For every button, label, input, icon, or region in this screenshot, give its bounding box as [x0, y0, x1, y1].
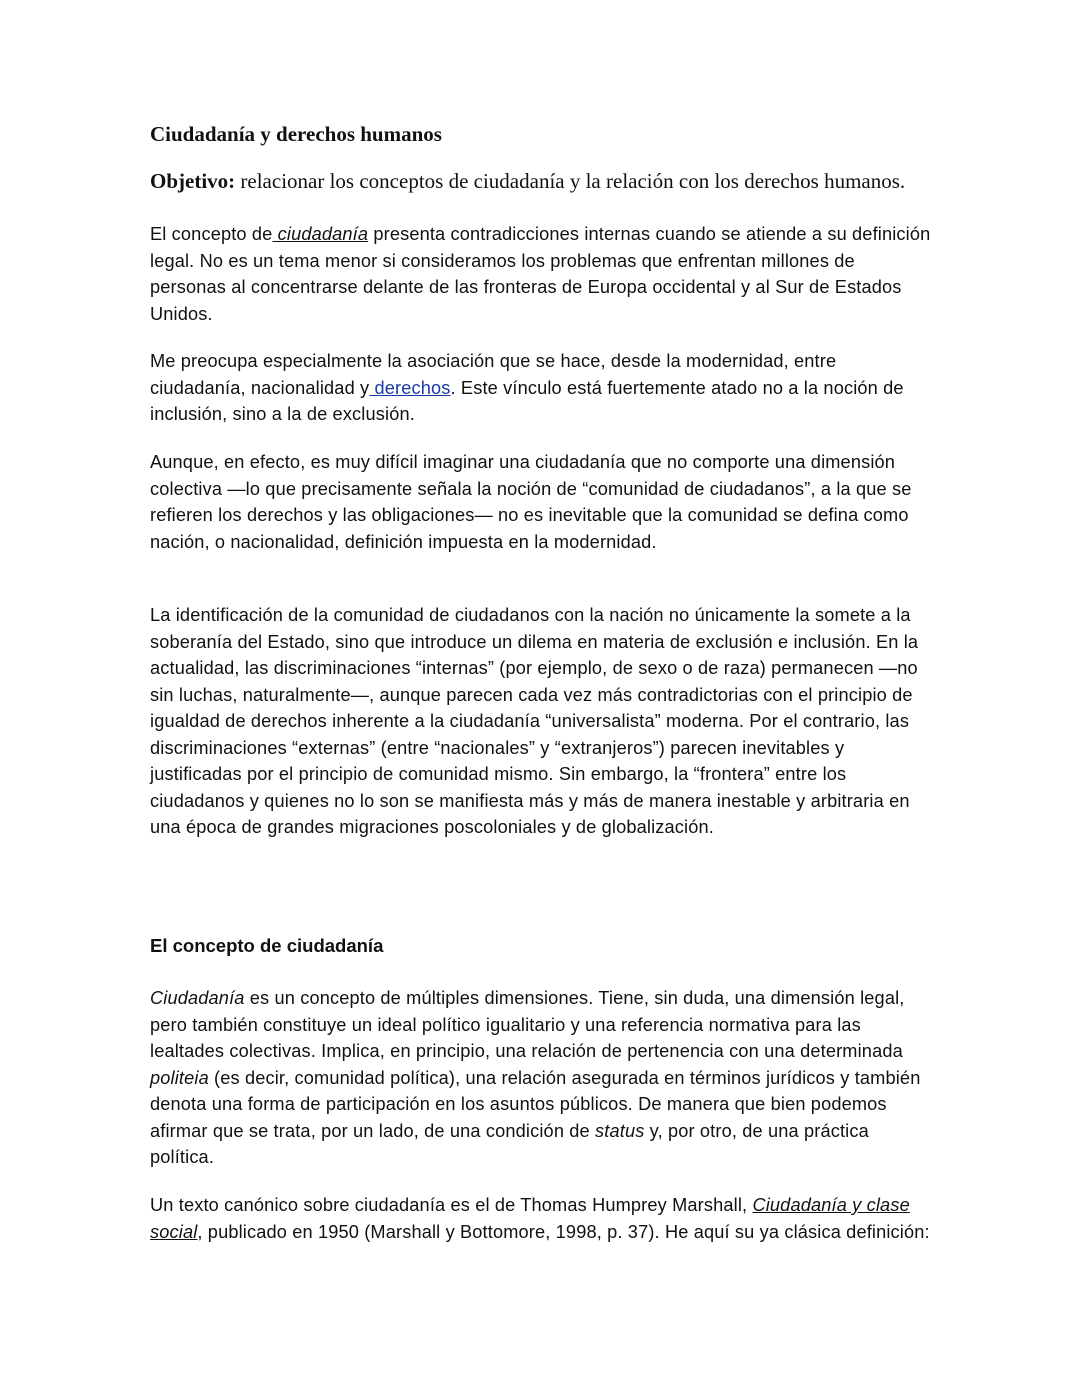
p5-part-2: (es decir, comunidad política), una relación asegurada en términos jurídicos y también denota una forma de participación en los asuntos públicos. De manera que bien podemos afirmar que se trata, por un lado, de una condición de: [150, 1067, 921, 1141]
paragraph-1: [150, 221, 935, 327]
p2-text-after: . Este vínculo está fuertemente atado no a la noción de inclusión, sino a la de exclusión.: [150, 377, 904, 424]
paragraph-5: [150, 985, 935, 1171]
p5-italic-ciudadania: Ciudadanía: [150, 988, 245, 1008]
ciudadania-link[interactable]: ciudadanía: [272, 224, 369, 244]
objective-line: [150, 169, 905, 194]
p6-text-before: Un texto canónico sobre ciudadanía es el de Thomas Humprey Marshall,: [150, 1195, 753, 1215]
paragraph-3: Aunque, en efecto, es muy difícil imaginar una ciudadanía que no comporte una dimensión colectiva —lo que precisamente señala la noción de “comunidad de ciudadanos”, a la que se refieren los derechos y las obligaciones— no es inevitable que la comunidad se defina como nación, o nacionalidad, definición impuesta en la modernidad.: [150, 452, 912, 552]
p5-part-1: es un concepto de múltiples dimensiones. Tiene, sin duda, una dimensión legal, pero también constituye un ideal político igualitario y una referencia normativa para las lealtades colectivas. Implica, en principio, una relación de pertenencia con una determinada: [150, 988, 905, 1061]
paragraph-2: [150, 348, 935, 428]
document-title: Ciudadanía y derechos humanos: [150, 122, 442, 146]
objective-label: Objetivo:: [150, 169, 236, 193]
p1-text-before: El concepto de: [150, 224, 273, 244]
p2-text-before: Me preocupa especialmente la asociación que se hace, desde la modernidad, entre ciudadanía, nacionalidad y: [150, 351, 837, 398]
p6-text-after: , publicado en 1950 (Marshall y Bottomore, 1998, p. 37). He aquí su ya clásica definición:: [197, 1221, 930, 1242]
section-subtitle: El concepto de ciudadanía: [150, 935, 384, 956]
p5-italic-politeia: politeia: [150, 1067, 209, 1088]
p1-text-after: presenta contradicciones internas cuando se atiende a su definición legal. No es un tema menor si consideramos los problemas que enfrentan millones de personas al concentrarse delante de las fronteras de Europa occidental y al Sur de Estados Unidos.: [150, 224, 931, 324]
paragraph-4: La identificación de la comunidad de ciudadanos con la nación no únicamente la somete a la soberanía del Estado, sino que introduce un dilema en materia de exclusión e inclusión. En la actualidad, las discriminaciones “internas” (por ejemplo, de sexo o de raza) permanecen —no sin luchas, naturalmente—, aunque parecen cada vez más contradictorias con el principio de igualdad de derechos inherente a la ciudadanía “universalista” moderna. Por el contrario, las discriminaciones “externas” (entre “nacionales” y “extranjeros”) parecen inevitables y justificadas por el principio de comunidad mismo. Sin embargo, la “frontera” entre los ciudadanos y quienes no lo son se manifiesta más y más de manera inestable y arbitraria en una época de grandes migraciones poscoloniales y de globalización.: [150, 605, 919, 837]
p5-part-3: y, por otro, de una práctica política.: [150, 1120, 869, 1167]
objective-text: relacionar los conceptos de ciudadanía y la relación con los derechos humanos.: [235, 169, 906, 193]
p5-italic-status: status: [595, 1120, 645, 1141]
book-title-link[interactable]: Ciudadanía y clase social: [150, 1195, 910, 1242]
paragraph-6: [150, 1192, 935, 1245]
derechos-link[interactable]: derechos: [369, 377, 451, 398]
